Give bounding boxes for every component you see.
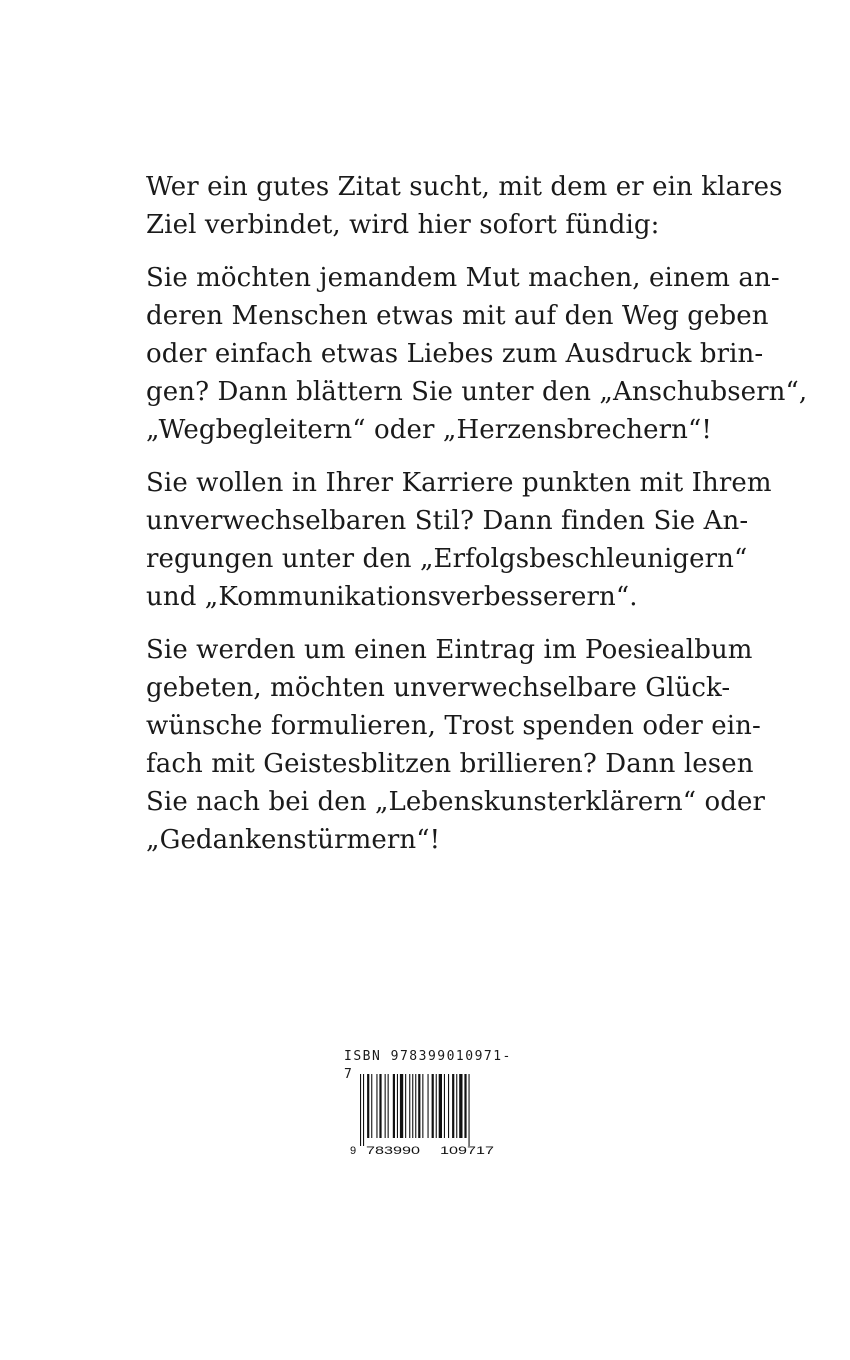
text-line: unverwechselbaren Stil? Dann finden Sie An- (146, 506, 749, 536)
text-line: regungen unter den „Erfolgsbeschleunigern“ (146, 544, 748, 574)
text-line: „Gedankenstürmern“! (146, 825, 441, 855)
text-line: deren Menschen etwas mit auf den Weg geben (146, 301, 769, 331)
text-line: Sie werden um einen Eintrag im Poesiealbum (146, 635, 753, 665)
text-line: und „Kommunikationsverbesserern“. (146, 582, 638, 612)
barcode-bar (360, 1074, 361, 1146)
barcode-digits-right: 109717 (440, 1145, 494, 1157)
barcode-digit-left: 9 (350, 1145, 357, 1157)
barcode-bar (376, 1074, 377, 1138)
barcode-bar (422, 1074, 423, 1138)
barcode-bar (428, 1074, 429, 1138)
barcode-bar (418, 1074, 420, 1138)
text-line: Sie wollen in Ihrer Karriere punkten mit Ihrem (146, 468, 772, 498)
isbn-barcode (330, 1048, 520, 1158)
paragraph-career (146, 464, 772, 616)
text-line: Ziel verbindet, wird hier sofort fündig: (146, 210, 660, 240)
barcode-bar (464, 1074, 466, 1138)
text-line: Sie möchten jemandem Mut machen, einem an- (146, 263, 780, 293)
barcode-bar (371, 1074, 372, 1138)
barcode-digits-mid: 783990 (366, 1145, 420, 1157)
barcode-bar (432, 1074, 434, 1138)
barcode-bar (397, 1074, 398, 1138)
text-line: oder einfach etwas Liebes zum Ausdruck brin- (146, 339, 764, 369)
blurb-text (146, 168, 808, 874)
text-line: wünsche formulieren, Trost spenden oder ein- (146, 711, 761, 741)
text-line: Wer ein gutes Zitat sucht, mit dem er ein klares (146, 172, 783, 202)
text-line: gebeten, möchten unverwechselbare Glück- (146, 673, 731, 703)
barcode-bar (385, 1074, 386, 1138)
barcode-bar (405, 1074, 406, 1138)
barcode-bar (448, 1074, 449, 1138)
barcode-bar (412, 1074, 413, 1138)
barcode-bar (415, 1074, 416, 1138)
text-line: fach mit Geistesblitzen brillieren? Dann lesen (146, 749, 754, 779)
barcode-bar (367, 1074, 369, 1138)
barcode-bar (363, 1074, 364, 1146)
text-line: gen? Dann blättern Sie unter den „Anschubsern“, (146, 377, 808, 407)
barcode-bar (469, 1074, 470, 1146)
paragraph-poetry (146, 631, 765, 859)
barcode-bar (444, 1074, 445, 1138)
barcode-bar (459, 1074, 462, 1138)
barcode-bar (439, 1074, 442, 1138)
barcode-bar (436, 1074, 437, 1138)
barcode-bar (393, 1074, 395, 1138)
paragraph-encouragement (146, 259, 808, 449)
barcode-bar (400, 1074, 403, 1138)
barcode-bar (409, 1074, 410, 1138)
barcode-bar (388, 1074, 389, 1138)
barcode-icon (350, 1074, 510, 1158)
paragraph-intro (146, 168, 783, 244)
isbn-label: ISBN 978399010971-7 (344, 1049, 512, 1082)
text-line: „Wegbegleitern“ oder „Herzensbrechern“! (146, 415, 712, 445)
barcode-bar (456, 1074, 457, 1138)
barcode-bar (452, 1074, 454, 1138)
text-line: Sie nach bei den „Lebenskunsterklärern“ oder (146, 787, 765, 817)
barcode-bar (379, 1074, 381, 1138)
